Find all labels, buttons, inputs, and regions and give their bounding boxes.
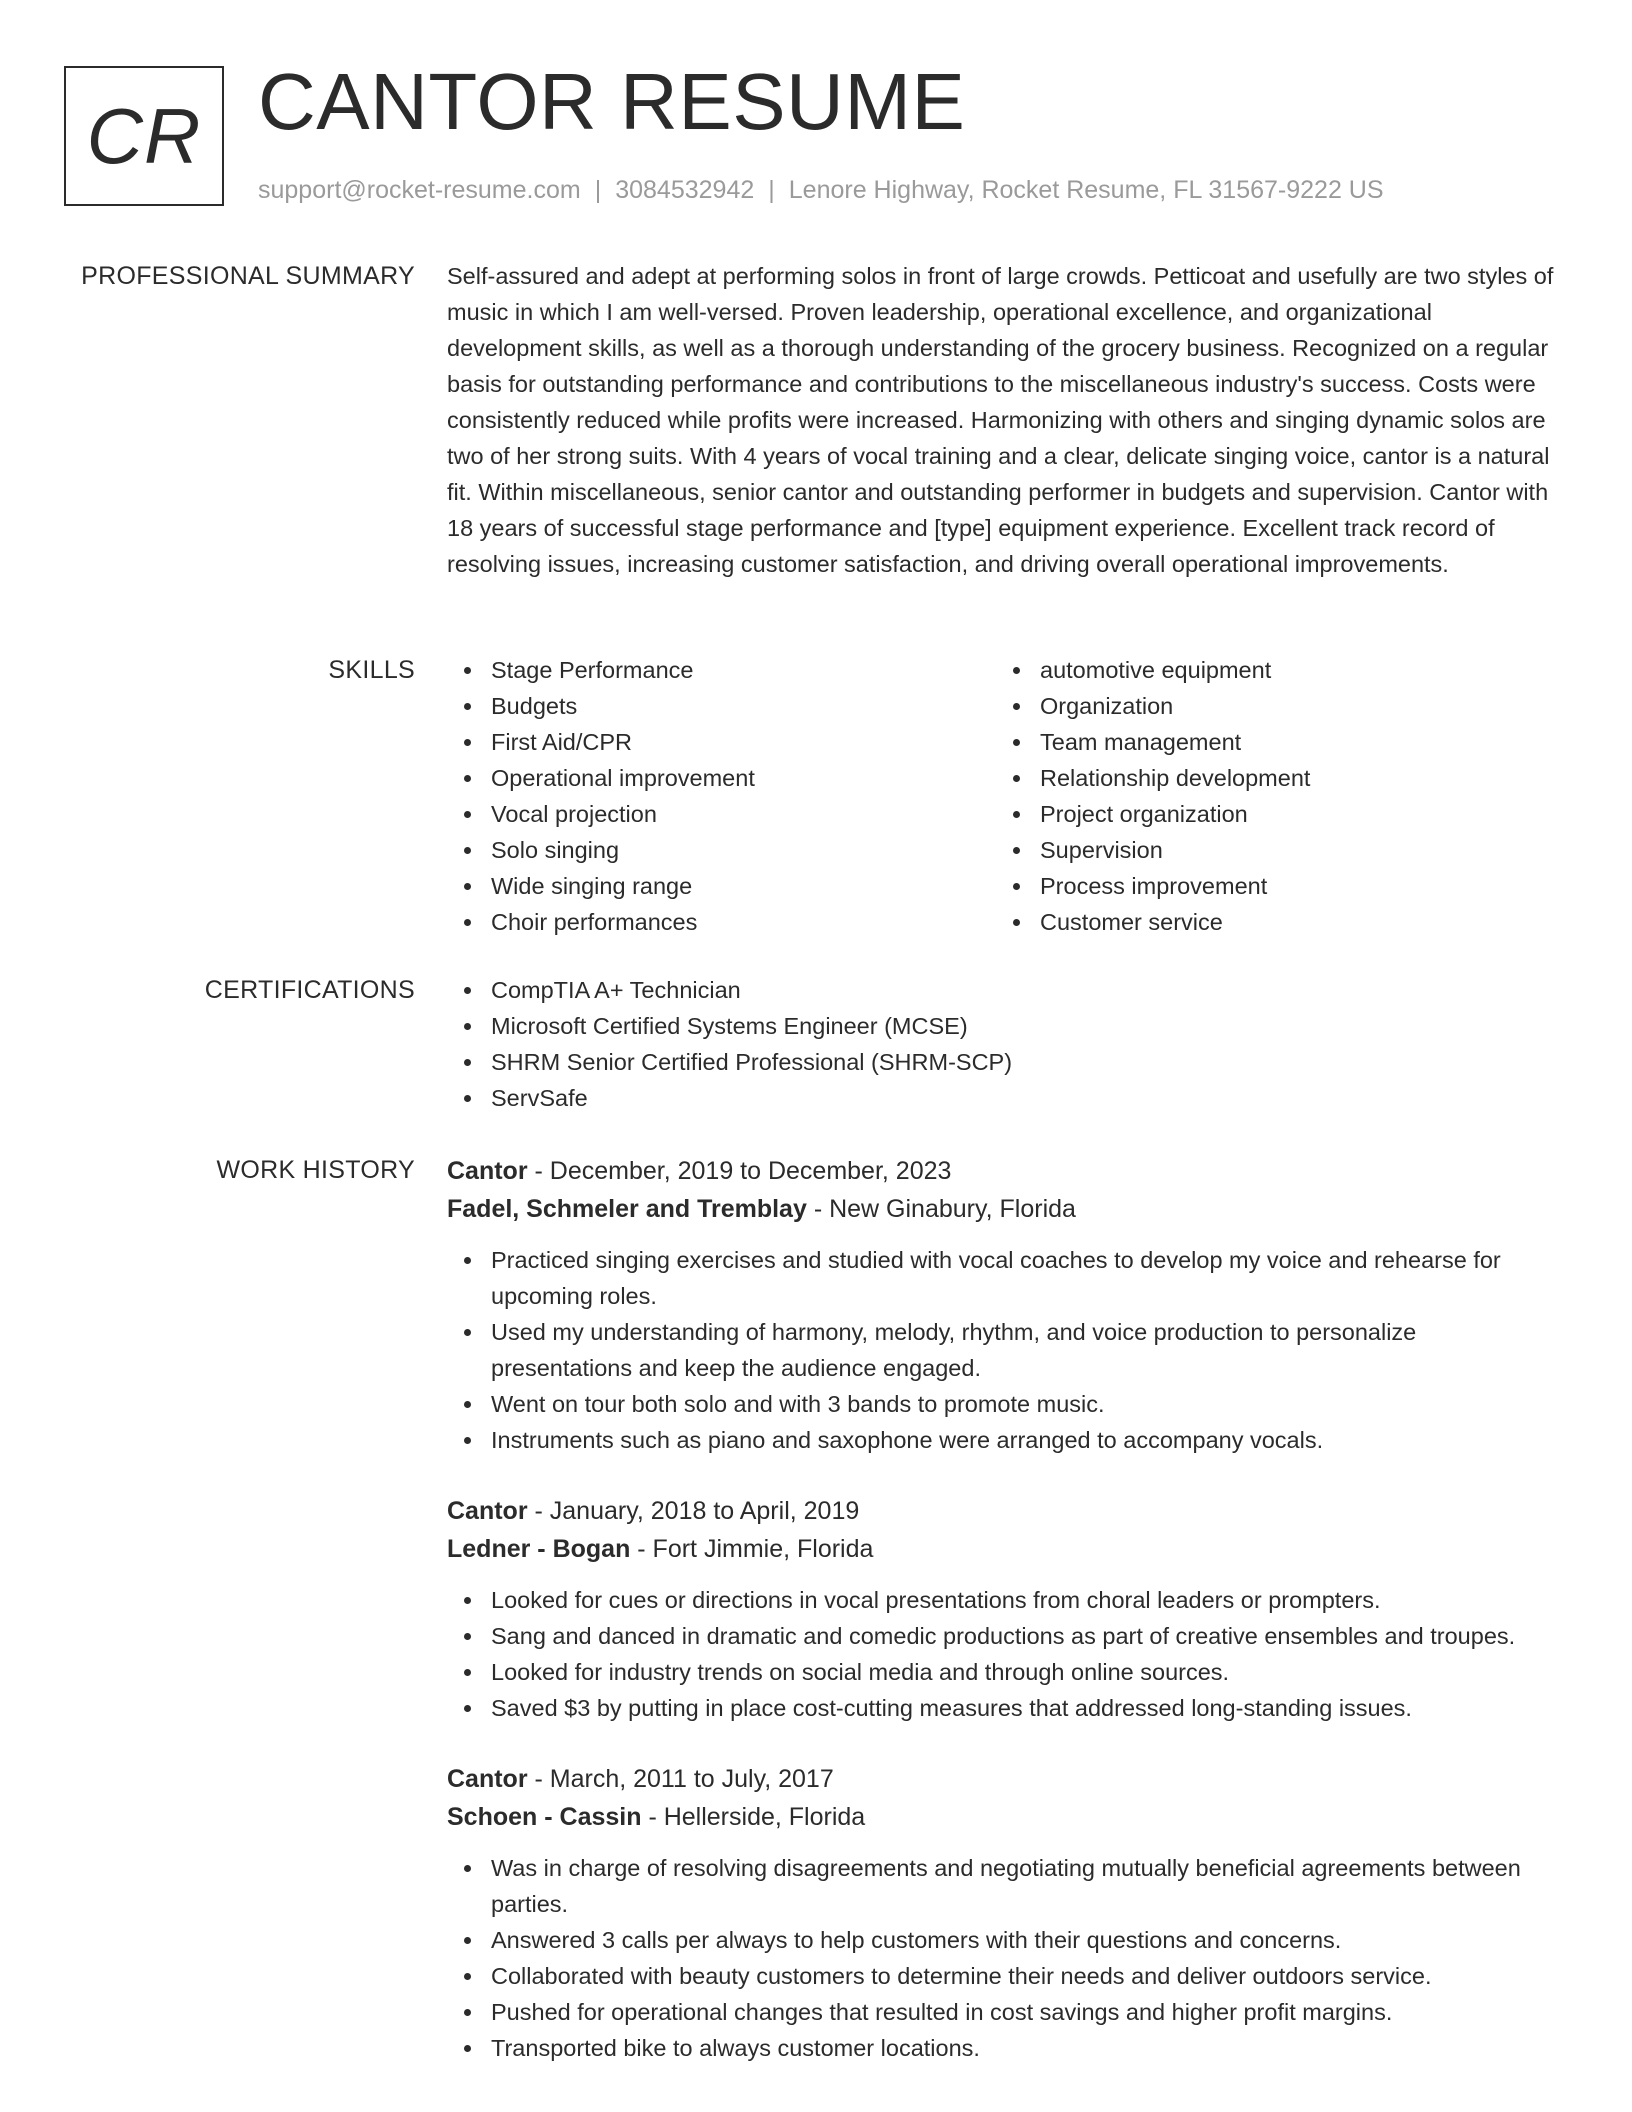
candidate-name: CANTOR RESUME [258, 57, 966, 146]
job-entry [447, 1760, 1562, 2066]
monogram-badge: CR [64, 66, 224, 206]
skill-item: Team management [996, 724, 1545, 760]
skill-item: Project organization [996, 796, 1545, 832]
job-company-line [447, 1798, 1562, 1836]
certifications-list [447, 972, 1562, 1116]
job-duty: Sang and danced in dramatic and comedic productions as part of creative ensembles and troupes. [447, 1618, 1562, 1654]
skill-item: Budgets [447, 688, 996, 724]
job-location: - Hellerside, Florida [641, 1803, 866, 1831]
job-duty: Answered 3 calls per always to help customers with their questions and concerns. [447, 1922, 1562, 1958]
contact-separator: | [768, 176, 775, 204]
certification-item: Microsoft Certified Systems Engineer (MCSE) [447, 1008, 1562, 1044]
skill-item: Relationship development [996, 760, 1545, 796]
job-duties [447, 1850, 1562, 2066]
job-company: Ledner - Bogan [447, 1535, 631, 1563]
skill-item: Operational improvement [447, 760, 996, 796]
job-company: Fadel, Schmeler and Tremblay [447, 1195, 807, 1223]
summary-text: Self-assured and adept at performing solos in front of large crowds. Petticoat and usefully are two styles of music in which I am well-versed. Proven leadership, operational excellence, and organizational development skills, as well as a thorough understanding of the grocery business. Recognized on a regular basis for outstanding performance and contributions to the miscellaneous industry's success. Costs were consistently reduced while profits were increased. Harmonizing with others and singing dynamic solos are two of her strong suits. With 4 years of vocal training and a clear, delicate singing voice, cantor is a natural fit. Within miscellaneous, senior cantor and outstanding performer in budgets and supervision. Cantor with 18 years of successful stage performance and [type] equipment experience. Excellent track record of resolving issues, increasing customer satisfaction, and driving overall operational improvements. [447, 263, 1554, 577]
contact-email: support@rocket-resume.com [258, 176, 581, 204]
contact-address: Lenore Highway, Rocket Resume, FL 31567-9222 US [788, 176, 1384, 204]
job-duty: Looked for cues or directions in vocal presentations from choral leaders or prompters. [447, 1582, 1562, 1618]
skill-item: automotive equipment [996, 652, 1545, 688]
job-duty: Saved $3 by putting in place cost-cutting measures that addressed long-standing issues. [447, 1690, 1562, 1726]
certifications-heading: CERTIFICATIONS [204, 976, 415, 1004]
summary-heading: PROFESSIONAL SUMMARY [81, 262, 415, 290]
skills-heading: SKILLS [328, 656, 415, 684]
job-duty: Collaborated with beauty customers to determine their needs and deliver outdoors service. [447, 1958, 1562, 1994]
job-title: Cantor [447, 1765, 528, 1793]
work-history-heading: WORK HISTORY [216, 1156, 415, 1184]
job-duties [447, 1582, 1562, 1726]
certification-item: SHRM Senior Certified Professional (SHRM-SCP) [447, 1044, 1562, 1080]
skill-item: Stage Performance [447, 652, 996, 688]
job-dates: - December, 2019 to December, 2023 [527, 1157, 952, 1185]
job-location: - Fort Jimmie, Florida [630, 1535, 874, 1563]
skill-item: Customer service [996, 904, 1545, 940]
job-dates: - January, 2018 to April, 2019 [527, 1497, 860, 1525]
job-duty: Went on tour both solo and with 3 bands to promote music. [447, 1386, 1562, 1422]
job-duty: Pushed for operational changes that resulted in cost savings and higher profit margins. [447, 1994, 1562, 2030]
skill-item: Supervision [996, 832, 1545, 868]
skill-item: Process improvement [996, 868, 1545, 904]
skill-item: Wide singing range [447, 868, 996, 904]
job-entry [447, 1492, 1562, 1726]
job-duty: Instruments such as piano and saxophone were arranged to accompany vocals. [447, 1422, 1562, 1458]
job-duties [447, 1242, 1562, 1458]
skill-item: First Aid/CPR [447, 724, 996, 760]
job-title-line [447, 1760, 1562, 1798]
job-title-line [447, 1152, 1562, 1190]
contact-separator: | [594, 176, 602, 204]
job-title-line [447, 1492, 1562, 1530]
job-company-line [447, 1530, 1562, 1568]
contact-line [258, 172, 1384, 208]
skill-item: Solo singing [447, 832, 996, 868]
job-company: Schoen - Cassin [447, 1803, 642, 1831]
job-duty: Was in charge of resolving disagreements and negotiating mutually beneficial agreements between parties. [447, 1850, 1562, 1922]
job-company-line [447, 1190, 1562, 1228]
certification-item: ServSafe [447, 1080, 1562, 1116]
job-duty: Practiced singing exercises and studied with vocal coaches to develop my voice and rehearse for upcoming roles. [447, 1242, 1562, 1314]
job-location: - New Ginabury, Florida [806, 1195, 1076, 1223]
job-duty: Transported bike to always customer locations. [447, 2030, 1562, 2066]
skill-item: Organization [996, 688, 1545, 724]
skills-list-left [447, 652, 996, 940]
skill-item: Vocal projection [447, 796, 996, 832]
job-entry [447, 1152, 1562, 1458]
skills-list-right [996, 652, 1545, 940]
job-dates: - March, 2011 to July, 2017 [527, 1765, 834, 1793]
certification-item: CompTIA A+ Technician [447, 972, 1562, 1008]
job-duty: Looked for industry trends on social media and through online sources. [447, 1654, 1562, 1690]
contact-phone: 3084532942 [615, 176, 755, 204]
job-title: Cantor [447, 1157, 528, 1185]
job-duty: Used my understanding of harmony, melody, rhythm, and voice production to personalize presentations and keep the audience engaged. [447, 1314, 1562, 1386]
job-title: Cantor [447, 1497, 528, 1525]
skill-item: Choir performances [447, 904, 996, 940]
